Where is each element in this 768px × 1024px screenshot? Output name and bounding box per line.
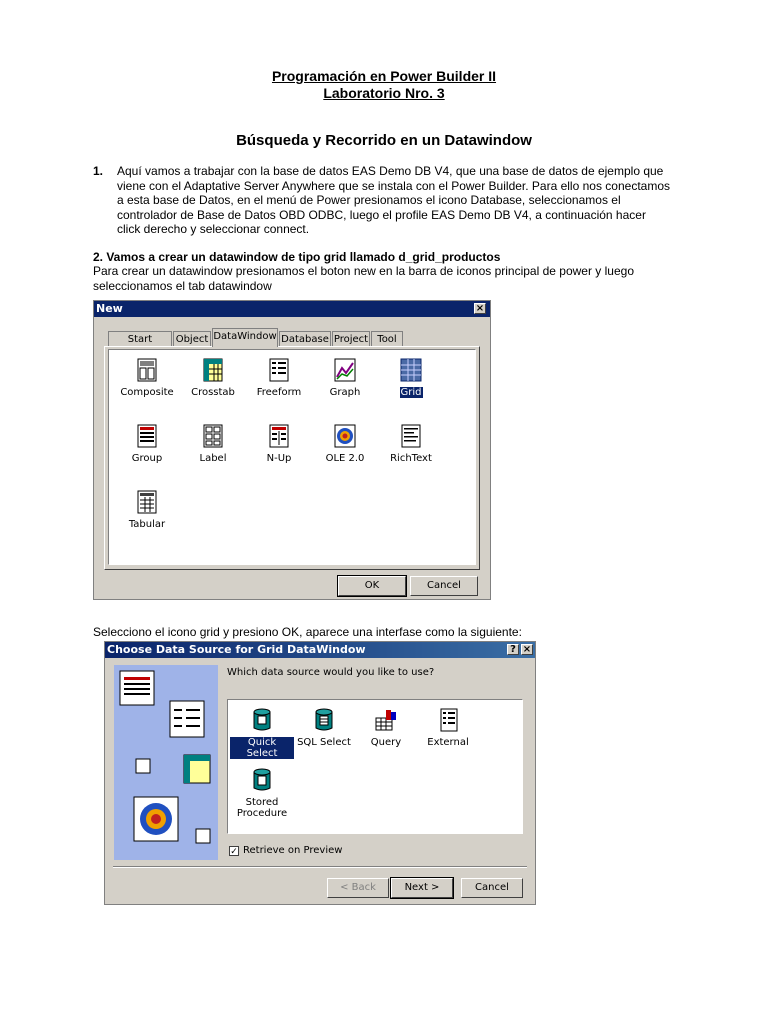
quick-select-icon — [248, 706, 276, 734]
item-crosstab[interactable] — [181, 356, 245, 398]
retrieve-on-preview-checkbox[interactable]: ✓ — [230, 846, 238, 856]
item-label: Graph — [329, 387, 361, 398]
item-tabular[interactable] — [115, 488, 179, 530]
item-stored-procedure[interactable] — [230, 766, 294, 819]
item-label: OLE 2.0 — [325, 453, 365, 464]
stored-procedure-icon — [248, 766, 276, 794]
item-label: Grid — [400, 387, 422, 398]
item-sql-select[interactable] — [292, 706, 356, 748]
item-label: Label — [199, 453, 227, 464]
crosstab-icon — [199, 356, 227, 384]
label-icon — [199, 422, 227, 450]
group-icon — [133, 422, 161, 450]
composite-icon — [133, 356, 161, 384]
back-button[interactable]: < Back — [327, 878, 389, 898]
query-icon — [372, 706, 400, 734]
grid-icon — [397, 356, 425, 384]
step1-number: 1. — [93, 164, 104, 178]
n-up-icon — [265, 422, 293, 450]
choose-dialog-title: Choose Data Source for Grid DataWindow — [107, 643, 366, 656]
new-dialog-titlebar — [94, 301, 490, 317]
item-label: Crosstab — [191, 387, 235, 398]
document-title: Programación en Power Builder II — [271, 68, 497, 84]
ok-button[interactable]: OK — [338, 576, 406, 596]
step1-line: controlador de Base de Datos OBD ODBC, luego el profile EAS Demo DB V4, a continuación hacer — [117, 207, 646, 222]
step2-heading: 2. Vamos a crear un datawindow de tipo grid llamado d_grid_productos — [93, 250, 501, 264]
tab-object[interactable]: Object — [173, 331, 211, 347]
richtext-icon — [397, 422, 425, 450]
item-label[interactable] — [181, 422, 245, 464]
item-graph[interactable] — [313, 356, 377, 398]
item-label: RichText — [390, 453, 432, 464]
item-label: Freeform — [256, 387, 302, 398]
item-label: Composite — [120, 387, 174, 398]
tab-start-wizards[interactable]: Start — [108, 331, 172, 347]
item-group[interactable] — [115, 422, 179, 464]
freeform-icon — [265, 356, 293, 384]
item-external[interactable] — [416, 706, 480, 748]
item-richtext[interactable] — [379, 422, 443, 464]
ole-icon — [331, 422, 359, 450]
tab-project[interactable]: Project — [332, 331, 370, 347]
item-label: N-Up — [266, 453, 292, 464]
step2-line: seleccionamos el tab datawindow — [93, 278, 272, 293]
step1-line: viene con el Adaptative Server Anywhere que se instala con el Power Builder. Para ello nos conectamos — [117, 178, 670, 193]
data-source-prompt: Which data source would you like to use? — [227, 667, 435, 678]
step1-line: Aquí vamos a trabajar con la base de datos EAS Demo DB V4, que una base de datos de ejemplo que — [117, 164, 664, 178]
choose-data-source-dialog — [104, 641, 536, 905]
data-source-list — [227, 699, 523, 834]
item-freeform[interactable] — [247, 356, 311, 398]
retrieve-on-preview-label: Retrieve on Preview — [243, 845, 343, 856]
external-icon — [434, 706, 462, 734]
tab-tool[interactable]: Tool — [371, 331, 403, 347]
item-label: Tabular — [128, 519, 166, 530]
tabular-icon — [133, 488, 161, 516]
item-label: SQL Select — [297, 737, 351, 748]
item-label: Quick Select — [230, 737, 294, 759]
step1-paragraph — [117, 164, 737, 237]
item-n-up[interactable] — [247, 422, 311, 464]
item-label: Group — [131, 453, 163, 464]
lab-subtitle: Laboratorio Nro. 3 — [323, 85, 445, 101]
step2-line: Para crear un datawindow presionamos el boton new en la barra de iconos principal de power y luego — [93, 264, 634, 278]
sql-select-icon — [310, 706, 338, 734]
close-button[interactable]: × — [522, 644, 532, 655]
item-composite[interactable] — [115, 356, 179, 398]
divider — [113, 866, 527, 868]
item-ole[interactable] — [313, 422, 377, 464]
item-list — [108, 349, 476, 565]
item-quick-select[interactable] — [230, 706, 294, 759]
step1-line: click derecho y seleccionar connect. — [117, 222, 310, 236]
tab-database[interactable]: Database — [279, 331, 331, 347]
new-dialog-title: New — [96, 302, 123, 315]
caption: Selecciono el icono grid y presiono OK, aparece una interfase como la siguiente: — [93, 625, 522, 639]
item-query[interactable] — [354, 706, 418, 748]
cancel-button[interactable]: Cancel — [461, 878, 523, 898]
help-button[interactable]: ? — [507, 644, 519, 655]
tab-datawindow[interactable]: DataWindow — [212, 328, 278, 347]
close-button[interactable]: × — [475, 303, 485, 314]
wizard-illustration — [114, 665, 218, 860]
item-grid[interactable] — [379, 356, 443, 398]
graph-icon — [331, 356, 359, 384]
new-dialog — [93, 300, 491, 600]
item-label: Query — [370, 737, 402, 748]
cancel-button[interactable]: Cancel — [410, 576, 478, 596]
choose-dialog-titlebar — [105, 642, 535, 658]
step2-paragraph — [93, 264, 733, 293]
item-label: Stored Procedure — [236, 797, 288, 819]
section-title: Búsqueda y Recorrido en un Datawindow — [236, 132, 532, 149]
tab-panel — [104, 346, 480, 570]
item-label: External — [427, 737, 469, 748]
step1-line: a esta base de Datos, en el menú de Power presionamos el icono Database, seleccionamos el — [117, 193, 621, 207]
next-button[interactable]: Next > — [391, 878, 453, 898]
